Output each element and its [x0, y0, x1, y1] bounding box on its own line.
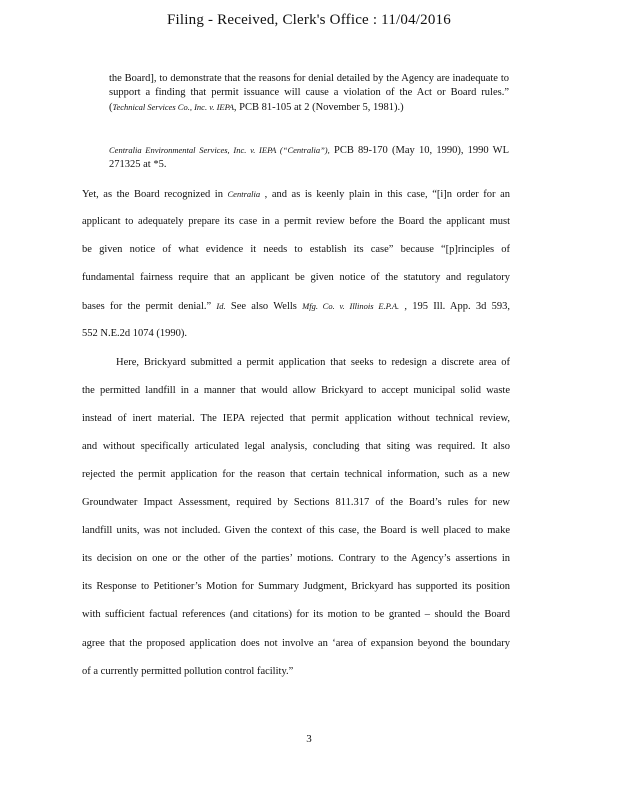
case-citation: Technical Services Co., Inc. v. IEPA	[112, 102, 234, 112]
quote-line: the Board], to demonstrate that the reasons for denial detailed by the Agency are	[109, 73, 450, 84]
body-line: applicant to adequately prepare its case in a permit review before the Board the applicant must	[82, 216, 510, 228]
body-line: its decision on one or the other of the parties’ motions. Contrary to the Agency’s assertions in	[82, 553, 510, 565]
filing-header: Filing - Received, Clerk's Office : 11/04/2016	[167, 12, 451, 28]
quote-line: , PCB 81-105 at 2	[233, 102, 310, 113]
body-line: agree that the proposed application does not involve an ‘area of expansion beyond the boundary	[82, 637, 510, 649]
quote-line: 10, 1990), 1990 WL 271325 at *5.	[109, 145, 510, 170]
case-citation: Centralia Environmental Services, Inc. v. IEPA (“Centralia”),	[109, 145, 330, 155]
body-line: be given notice of what evidence it needs to establish its case” because “[p]rinciples of	[82, 244, 510, 256]
body-line: with sufficient factual references (and citations) for its motion to be granted – should the Board	[82, 609, 510, 621]
body-line: rejected the permit application for the reason that certain technical information, such as a new	[82, 468, 510, 480]
quote-line: PCB 89-170 (May	[333, 145, 415, 156]
quote-line: (November 5, 1981).)	[312, 102, 404, 113]
quote-line: Act or Board rules.” (	[109, 87, 510, 113]
body-line: instead of inert material. The IEPA rejected that permit application without technical review,	[82, 412, 510, 424]
body-text	[82, 180, 510, 686]
body-line: of a currently permitted pollution control facility.”	[82, 665, 294, 677]
body-line: Groundwater Impact Assessment, required by Sections 811.317 of the Board’s rules for new	[82, 497, 510, 509]
case-name: Mfg. Co. v. Illinois E.P.A.	[302, 301, 400, 312]
body-line: Yet, as the Board recognized in Centralia , and as is keenly plain in this case, “[i]n order for an	[82, 189, 510, 200]
body-line: fundamental fairness require that an applicant be given notice of the statutory and regulatory	[82, 272, 510, 284]
body-line: and without specifically articulated legal analysis, concluding that siting was required. It also	[82, 440, 510, 452]
body-line: landfill units, was not included. Given the context of this case, the Board is well placed to make	[82, 525, 510, 537]
body-line: 552 N.E.2d 1074 (1990).	[82, 328, 187, 340]
body-line: Here, Brickyard submitted a permit application that seeks to redesign a discrete area of	[116, 356, 510, 368]
page-number: 3	[306, 733, 312, 745]
quote-line: inadequate to support a finding that permit issuance will cause a violation of the	[109, 73, 509, 98]
block-quote-centralia	[109, 143, 509, 184]
body-line: bases for the permit denial.” Id. See also Wells Mfg. Co. v. Illinois E.P.A. , 195 Ill. App. 3d 593,	[82, 301, 510, 313]
case-name: Id.	[216, 301, 226, 312]
case-name: Centralia	[227, 189, 261, 199]
body-line: its Response to Petitioner’s Motion for Summary Judgment, Brickyard has supported its position	[82, 581, 510, 593]
body-line: the permitted landfill in a manner that would allow Brickyard to accept municipal solid waste	[82, 384, 510, 396]
block-quote-technical-services	[109, 72, 509, 127]
